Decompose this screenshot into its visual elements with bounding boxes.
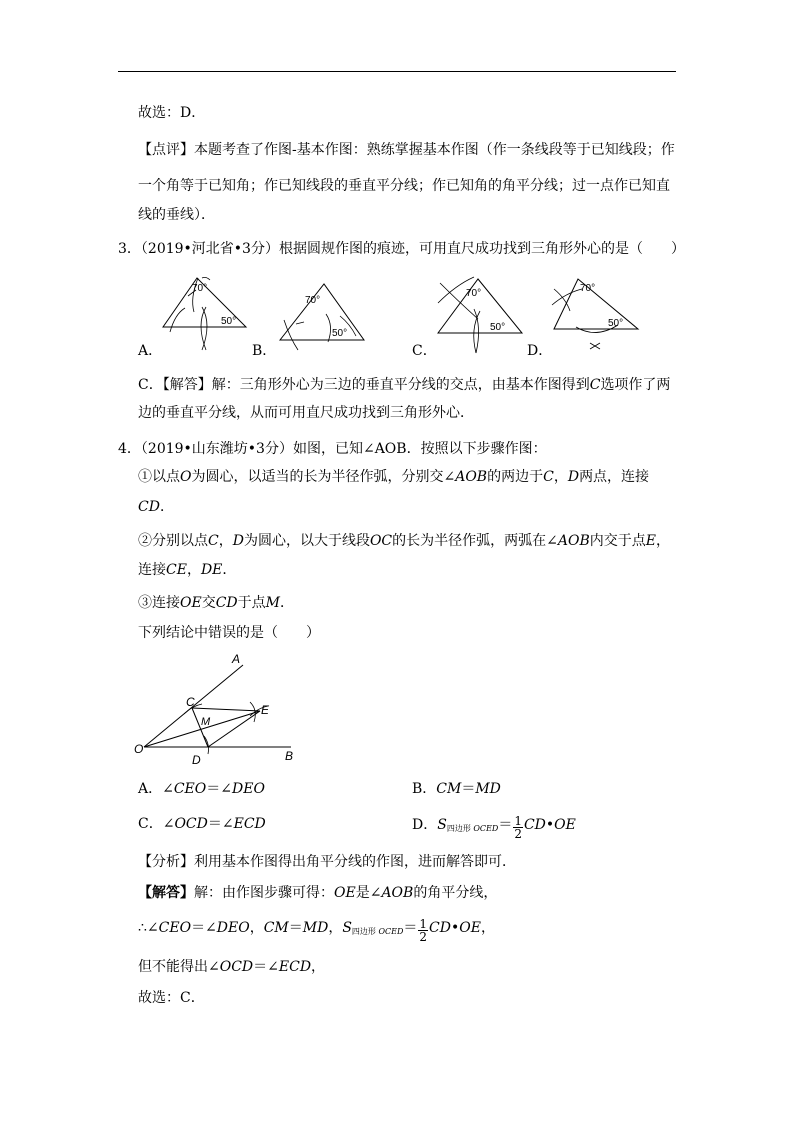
q4-step-2-cont: 连接CE，DE． xyxy=(138,562,237,578)
q4-label-o: O xyxy=(134,742,144,756)
q3-option-a: A． xyxy=(138,343,163,359)
q4-option-d: D．$S_{四边形 OCED}=$ $\frac{1}{2}$ CD•OE xyxy=(412,814,576,841)
q4-analysis: 【分析】利用基本作图得出角平分线的作图，进而解答即可． xyxy=(138,854,516,870)
q3-b-angle-50: 50° xyxy=(332,328,348,339)
q4-label-m: M xyxy=(201,716,211,728)
q3-option-b: B． xyxy=(252,343,277,359)
q4-figure xyxy=(130,650,310,768)
q4-solution-2: ∴∠CEO＝∠DEO，CM＝MD，$S_{四边形 OCED}=$ $\frac{1}{2}$ CD•OE， xyxy=(138,917,495,944)
q3-c-angle-50: 50° xyxy=(490,322,506,333)
q4-ask: 下列结论中错误的是（ ） xyxy=(138,625,320,641)
comment-line-3: 线的垂线）． xyxy=(138,207,215,223)
q4-label-c: C xyxy=(186,695,195,709)
q3-a-angle-70: 70° xyxy=(192,283,208,294)
q3-answer-line-2: 边的垂直平分线，从而可用直尺成功找到三角形外心． xyxy=(138,405,474,421)
q4-solution-1: 【解答】解：由作图步骤可得：OE是∠AOB的角平分线， xyxy=(138,885,498,901)
q4-final-answer: 故选：C． xyxy=(138,990,205,1006)
q3-figure-b xyxy=(268,280,378,352)
q3-d-angle-50: 50° xyxy=(608,318,624,329)
q4-step-2: ②分别以点C，D为圆心，以大于线段OC的长为半径作弧，两弧在∠AOB内交于点E， xyxy=(138,533,671,549)
q4-label-e: E xyxy=(261,703,270,717)
q4-option-a: A．∠CEO＝∠DEO xyxy=(138,781,265,797)
q4-label-d: D xyxy=(192,753,201,767)
q4-option-b: B．CM＝MD xyxy=(412,781,501,797)
comment-line-2: 一个角等于已知角；作已知线段的垂直平分线；作已知角的角平分线；过一点作已知直 xyxy=(138,178,670,194)
q4-step-1: ①以点O为圆心，以适当的长为半径作弧，分别交∠AOB的两边于C，D两点，连接 xyxy=(138,469,650,485)
q4-option-c: C．∠OCD＝∠ECD xyxy=(138,816,266,832)
fraction-half: $\frac{1}{2}$ xyxy=(514,814,522,841)
q4-solution-3: 但不能得出∠OCD＝∠ECD， xyxy=(138,959,326,975)
q3-a-angle-50: 50° xyxy=(221,316,237,327)
fraction-half-2: $\frac{1}{2}$ xyxy=(419,917,428,944)
q3-figure-a xyxy=(150,272,260,354)
q3-answer-line-1: C．【解答】解：三角形外心为三边的垂直平分线的交点，由基本作图得到C选项作了两 xyxy=(138,377,671,393)
q3-b-angle-70: 70° xyxy=(305,295,321,306)
q4-step-3: ③连接OE交CD于点M． xyxy=(138,595,294,611)
q4-label-a: A xyxy=(232,652,241,666)
q4-step-1-cont: CD． xyxy=(138,499,174,515)
q3-c-angle-70: 70° xyxy=(466,288,482,299)
q3-d-angle-70: 70° xyxy=(580,283,596,294)
q3-figure-c xyxy=(430,275,530,355)
q3-option-c: C． xyxy=(412,343,437,359)
q4-stem: 4．（2019•山东潍坊•3分）如图，已知∠AOB．按照以下步骤作图： xyxy=(118,441,547,457)
q3-figure-d xyxy=(546,275,646,357)
prev-answer: 故选：D． xyxy=(138,105,206,121)
q3-stem: 3．（2019•河北省•3分）根据圆规作图的痕迹，可用直尺成功找到三角形外心的是（ ） xyxy=(118,241,685,257)
q3-option-d: D． xyxy=(527,343,553,359)
q4-label-b: B xyxy=(285,749,294,763)
comment-line-1: 【点评】本题考查了作图-基本作图：熟练掌握基本作图（作一条线段等于已知线段；作 xyxy=(138,142,675,158)
header-rule xyxy=(118,71,676,72)
